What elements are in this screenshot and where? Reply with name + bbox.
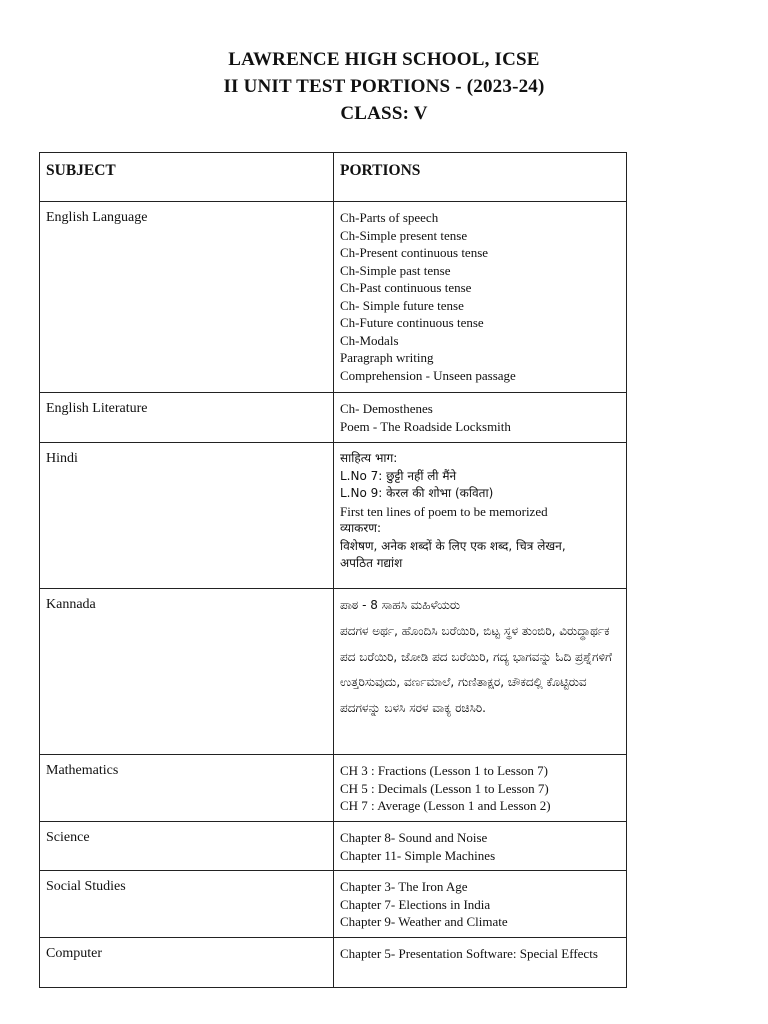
portion-item: Ch-Present continuous tense bbox=[340, 245, 489, 260]
portion-cell bbox=[334, 589, 627, 755]
subject-name: Computer bbox=[46, 946, 102, 961]
portion-item: व्याकरण: bbox=[340, 521, 382, 535]
subject-cell bbox=[40, 393, 334, 443]
portion-item: Ch-Simple past tense bbox=[340, 262, 451, 278]
portions-header: PORTIONS bbox=[340, 162, 421, 179]
document-header bbox=[0, 46, 768, 127]
subject-cell bbox=[40, 202, 334, 393]
subject-cell bbox=[40, 938, 334, 988]
table-row bbox=[40, 393, 627, 443]
table-row bbox=[40, 822, 627, 871]
table-row bbox=[40, 938, 627, 988]
portion-item: अपठित गद्यांश bbox=[340, 556, 403, 570]
subject-cell bbox=[40, 871, 334, 938]
portion-item: Ch-Modals bbox=[340, 332, 399, 348]
subject-cell bbox=[40, 822, 334, 871]
subject-name: English Language bbox=[46, 210, 148, 225]
portions-header-cell bbox=[334, 153, 627, 202]
table-row bbox=[40, 589, 627, 755]
subject-name: Science bbox=[46, 830, 90, 845]
table-row bbox=[40, 443, 627, 589]
table-row bbox=[40, 202, 627, 393]
portion-cell bbox=[334, 202, 627, 393]
subject-cell bbox=[40, 755, 334, 822]
portion-item: Chapter 9- Weather and Climate bbox=[340, 914, 508, 929]
portion-item: Chapter 5- Presentation Software: Special Effects bbox=[340, 946, 598, 961]
subject-name: English Literature bbox=[46, 401, 148, 416]
portion-item: First ten lines of poem to be memorized bbox=[340, 503, 548, 519]
portion-item: ಪದಗಳ ಅರ್ಥ, ಹೊಂದಿಸಿ ಬರೆಯಿರಿ, ಬಿಟ್ಟ ಸ್ಥಳ ತುಂಬಿರಿ, ವಿರುದ್ಧಾರ್ಥಕ ಪದ ಬರೆಯಿರಿ, ಜೋಡಿ ಪದ ಬರೆಯಿರಿ, ಗದ್ಯ ಭಾಗವನ್ನು ಓದಿ ಪ್ರಶ್ನೆಗಳಿಗೆ ಉತ್ತರಿಸುವುದು, ವರ್ಣಮಾಲೆ, ಗುಣಿತಾಕ್ಷರ, ಚೌಕದಲ್ಲಿ ಕೊಟ್ಟಿರುವ ಪದಗಳನ್ನು ಬಳಸಿ ಸರಳ ವಾಕ್ಯ ರಚಿಸಿರಿ. bbox=[340, 623, 612, 716]
subject-name: Hindi bbox=[46, 451, 78, 466]
subject-name: Mathematics bbox=[46, 763, 119, 778]
table-header-row bbox=[40, 153, 627, 202]
portion-item: Chapter 11- Simple Machines bbox=[340, 847, 496, 863]
portion-item: CH 3 : Fractions (Lesson 1 to Lesson 7) bbox=[340, 763, 548, 778]
portion-item: Comprehension - Unseen passage bbox=[340, 367, 516, 383]
portion-item: Ch-Past continuous tense bbox=[340, 280, 472, 295]
portion-cell bbox=[334, 393, 627, 443]
portion-item: ಪಾಠ - 8 ಸಾಹಸಿ ಮಹಿಳೆಯರು bbox=[340, 598, 461, 612]
portion-item: Chapter 3- The Iron Age bbox=[340, 879, 468, 894]
portion-item: विशेषण, अनेक शब्दों के लिए एक शब्द, चित्र लेखन, bbox=[340, 538, 566, 553]
portion-item: Ch-Future continuous tense bbox=[340, 315, 484, 330]
portion-item: CH 5 : Decimals (Lesson 1 to Lesson 7) bbox=[340, 780, 549, 796]
portion-item: Ch-Simple present tense bbox=[340, 227, 468, 243]
subject-header: SUBJECT bbox=[46, 162, 116, 179]
portion-cell bbox=[334, 755, 627, 822]
table-row bbox=[40, 755, 627, 822]
portion-cell bbox=[334, 822, 627, 871]
portion-item: Chapter 7- Elections in India bbox=[340, 896, 491, 912]
portion-item: साहित्य भाग: bbox=[340, 451, 398, 465]
portion-item: L.No 7: छुट्टी नहीं ली मैंने bbox=[340, 468, 457, 483]
portion-cell bbox=[334, 871, 627, 938]
subject-cell bbox=[40, 589, 334, 755]
class-title: CLASS: V bbox=[340, 103, 428, 124]
subject-name: Kannada bbox=[46, 597, 96, 612]
school-title: LAWRENCE HIGH SCHOOL, ICSE bbox=[228, 49, 540, 70]
subject-header-cell bbox=[40, 153, 334, 202]
test-title: II UNIT TEST PORTIONS - (2023-24) bbox=[223, 76, 545, 97]
portion-item: L.No 9: केरल की शोभा (कविता) bbox=[340, 486, 494, 500]
portion-item: Ch- Demosthenes bbox=[340, 401, 433, 416]
subject-cell bbox=[40, 443, 334, 589]
portion-cell bbox=[334, 443, 627, 589]
portion-cell bbox=[334, 938, 627, 988]
portion-item: Chapter 8- Sound and Noise bbox=[340, 830, 488, 845]
portion-item: CH 7 : Average (Lesson 1 and Lesson 2) bbox=[340, 798, 551, 813]
portion-item: Paragraph writing bbox=[340, 350, 434, 365]
portion-item: Ch- Simple future tense bbox=[340, 297, 464, 313]
portions-table bbox=[39, 152, 627, 988]
portion-item: Poem - The Roadside Locksmith bbox=[340, 418, 511, 434]
table-row bbox=[40, 871, 627, 938]
portion-item: Ch-Parts of speech bbox=[340, 210, 439, 225]
subject-name: Social Studies bbox=[46, 879, 126, 894]
